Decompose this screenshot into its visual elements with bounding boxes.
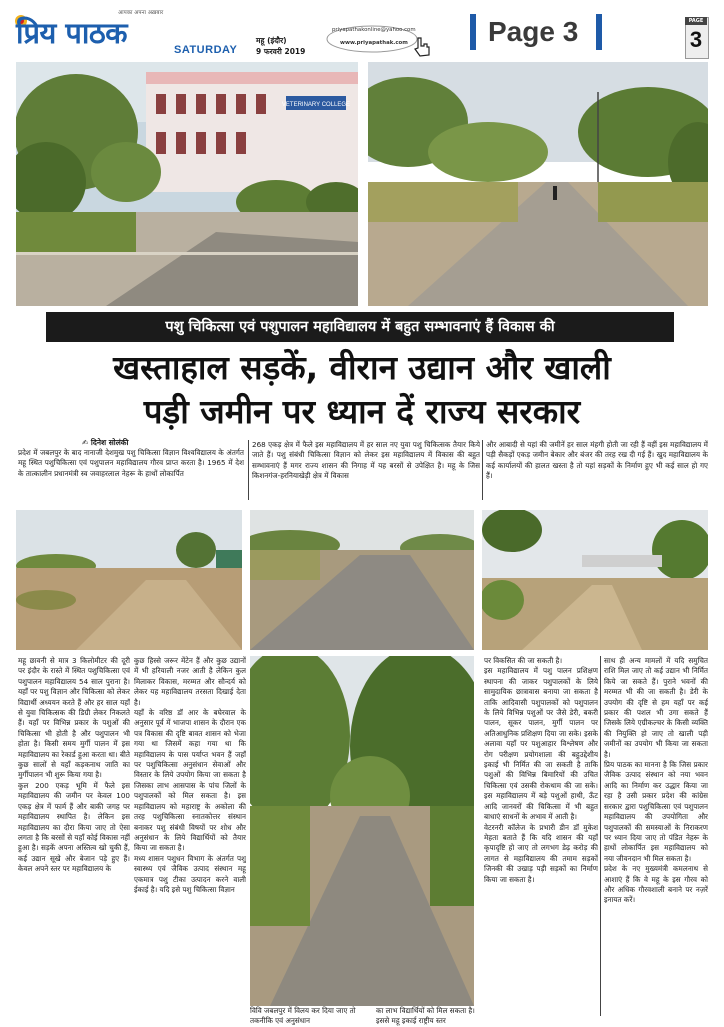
story-intro-col-1: प्रदेश में जबलपुर के बाद नानाजी देशमुख पशु चिकित्सा विज्ञान विश्वविद्यालय के अंतर्गत महू स्थित पशुचिकित्सा एवं पशुपालन महाविद्यालय गौरव प्राप्त करता है। 1965 में देश के तात्कालीन प्रधानमंत्री स्व जवाहरलाल नेहरू के हाथों लोकार्पित: [18, 448, 244, 478]
masthead-date: 9 फरवरी 2019: [256, 47, 306, 56]
masthead-place: महू (इंदौर): [256, 36, 287, 45]
pointer-hand-icon: [412, 36, 432, 58]
story-headline-line-1: खस्ताहाल सड़कें, वीरान उद्यान और खाली: [113, 348, 611, 387]
story-byline: ✍ दिनेश सोलंकी: [82, 438, 129, 447]
story-intro-col-2: 268 एकड़ क्षेत्र में फैले इस महाविद्यालय में हर साल नए युवा पशु चिकित्सक तैयार किये जाते हैं। पशु संबंधी चिकित्सा विज्ञान को लेकर इस महाविद्यालय में विकास की बहुत सम्भावनाएं हैं मगर राज्य शासन की निगाह में यह बरसों से उपेक्षित है। महू के जिस किशनगंज-हरनियाखेड़ी क्षेत्र में विकास: [252, 440, 480, 481]
college-sign-text: VETERINARY COLLEGE: [281, 102, 351, 108]
photo-dry-field: [482, 510, 708, 650]
photo-gravel-road: [250, 510, 474, 650]
masthead-title: प्रिय पाठक: [16, 16, 128, 50]
contact-website: www.priyapathak.com: [340, 40, 408, 46]
page-label-bracket-left-icon: [470, 14, 476, 50]
story-kicker: पशु चिकित्सा एवं पशुपालन महाविद्यालय में बहुत सम्भावनाएं हैं विकास की: [165, 319, 555, 335]
photo-barren-land: [16, 510, 242, 650]
story-body-col-1: महू छावनी से मात्र 3 किलोमीटर की दूरी पर इंदौर के रास्ते में स्थित पशुचिकित्सा एवं पशुपालन महाविद्यालय 54 साल पुराना है। यहाँ पर पशु विज्ञान और चिकित्सा को लेकर विद्यार्थी अध्ययन करते हैं और हर साल यहाँ से युवा चिकित्सक की डिग्री लेकर निकलते हैं। यहाँ पर विभिन्न प्रकार के पशुओं की चिकित्सा भी होती है और पशुपालन भी होता है। किसी समय मुर्गी पालन में इस महाविद्यालय का रेकार्ड हुआ करता था। बीते कुछ सालों से यहाँ कड़कनाथ जाति का मुर्गीपालन भी शुरू किया गया है। कुल 200 एकड़ भूमि में फैले इस महाविद्यालय की जमीन पर केवल 100 एकड़ क्षेत्र में फार्म हैं और बाकी जगह पर महाविद्यालय स्थापित है। लेकिन इस महाविद्यालय का दौरा किया जाए तो ऐसा लगता है कि बरसों से यहाँ कोई विकास नहीं हुआ है। सड़कें अपना अस्तित्व खो चुकी हैं, कई उद्यान सूखे और बेजान पड़े हुए हैं। केवल अपने स्तर पर महाविद्यालय के: [18, 656, 130, 874]
page-label: Page 3: [488, 16, 579, 47]
photo-caption-start: विवि जबलपुर में विलय कर दिया जाए तो तकनीकि एवं अनुसंधान: [250, 1006, 356, 1026]
column-rule: [482, 440, 483, 500]
story-intro-col-3: और आबादी से यहां की जमीनें हर साल मंहगी होती जा रही हैं वहीं इस महाविद्यालय में पड़ी सैकड़ों एकड़ जमीन बेकार और बंजर की तरह रख दी गई हैं। खुद महाविद्यालय के कई कार्यालयों की हालत खस्ता है तो यहां सड़कों के निर्माण हुए भी कई साल हो गए हैं।: [486, 440, 708, 481]
masthead-tagline: आपका अपना अख़बार: [118, 10, 164, 16]
page-number: 3: [689, 27, 703, 52]
story-body-col-3: पर विकसित की जा सकती है। इस महाविद्यालय में पशु पालन प्रशिक्षण स्थापना की जाकर पशुपालकों के लिये सामुदायिक छात्रावास बनाया जा सकता है ताकि आदिवासी पशुपालकों को पशुपालन के लिये विभिन्न पशुओं पर जैसे डेरी, बकरी पालन, सूकर पालन, मुर्गी पालन पर अतिआधुनिक प्रशिक्षण दिया जा सके। इसके अलावा यहाँ पर पशुआहार विश्लेषण और रोग परीक्षण प्रयोगशाला की बहुउद्देशीय इकाई भी निर्मित की जा सकती है ताकि पशुओं की विभिन्न बिमारियों की उचित चिकित्सा एवं उसकी रोकथाम की जा सके। इस महाविद्यालय में बड़े पशुओं हाथी, ऊँट आदि जानवरों की चिकित्सा में भी बहुत बाधाएं साधनों के अभाव में आती है। वेटरनरी कॉलेज के प्रभारी डीन डॉ मुकेश मेहता बताते हैं कि यदि शासन की यहाँ कृपादृष्टि हो जाए तो लगभग डेढ़ करोड़ की लागत से महाविद्यालय की तमाम सड़कों जिनकी की उखाड़ पड़ी सड़कों का निर्माण किया जा सकता है।: [484, 656, 598, 884]
column-rule: [248, 440, 249, 500]
contact-email: priyapathakonline@yahoo.com: [332, 27, 416, 33]
masthead-day: SATURDAY: [174, 44, 238, 56]
page-number-tag: PAGE: [685, 17, 707, 25]
story-headline-line-2: पड़ी जमीन पर ध्यान दें राज्य सरकार: [143, 392, 581, 431]
column-rule: [600, 656, 601, 1016]
story-body-col-2: कुछ हिस्से जरूर मेंटेन हैं और कुछ उद्यानों में भी हरियाली नजर आती है लेकिन कुल मिलाकर विकास, मरम्मत और सौन्दर्य को लेकर यह महाविद्यालय तरसता दिखाई देता है। यहाँ के वरिष्ठ डॉ आर के बघेरवाल के अनुसार पूर्व में भाजपा शासन के दौरान एक पत्र विकास की दृष्टि बावत शासन को भेजा गया था जिसमें कहा गया था कि महाविद्यालय के पास पर्याप्त भवन हैं जहाँ पर पशुचिकित्सा अनुसंधान सेवाओं और विस्तार के लिये उपयोग किया जा सकता है जिसका लाभ आसपास के पांच जिलों के पशुपालकों को मिल सकता है। इस महाविद्यालय को महाराष्ट्र के अकोला की तरह पशुचिकित्सा स्नातकोत्तर संस्थान बनाकर पशु संबंधी विषयों पर शोध और अनुसंधान के लिये विद्यार्थियों को तैयार किया जा सकता है। मध्य शासन पशुधन विभाग के अंतर्गत पशु स्वास्थ्य एवं जैविक उत्पाद संस्थान महू एकमात्र पशु टीका उत्पादन करने वाली ईकाई है। यदि इसे पशु चिकित्सा विज्ञान: [134, 656, 246, 894]
page-label-bracket-right-icon: [596, 14, 602, 50]
top-photo-dirt-road: [368, 62, 708, 306]
top-photo-college-building: [16, 62, 358, 306]
masthead: [0, 0, 724, 62]
photo-tree-lined-road: [250, 656, 474, 1006]
photo-caption-end: का लाभ विद्यार्थियों को मिल सकता है। इससे महू इकाई राष्ट्रीय स्तर: [376, 1006, 475, 1026]
story-body-col-4: साथ ही अन्य मामलों में यदि समुचित राशि मिल जाए तो कई उद्यान भी निर्मित किये जा सकते हैं। पुराने भवनों की मरम्मत भी की जा सकती है। डेरी के उपयोग की दृष्टि से हम यहाँ पर कई प्रकार की पशल भी उगा सकते हैं जिसके लिये एग्रीकल्चर के किसी व्यक्ति की नियुक्ति हो जाए तो खाली पड़ी जमीनों का उपयोग भी किया जा सकता है। प्रिय पाठक का मानना है कि जिस प्रकार जैविक उत्पाद संस्थान को नया भवन आदि का निर्माण कर उद्धार किया जा रहा है उसी प्रकार प्रदेश की कांग्रेस सरकार द्वारा पशुचिकित्सा एवं पशुपालन महाविद्यालय की उपयोगिता और पशुपालकों की समस्याओं के निराकरण पर ध्यान दिया जाए तो पंडित नेहरू के हाथों लोकार्पित इस महाविद्यालय को नया जीवनदान भी मिल सकता है। प्रदेश के नए मुख्यमंत्री कमलनाथ से आशाएं हैं कि वे महू के इस गौरव को और अधिक गौरवशाली बनाने पर नज़रें इनायत करें।: [604, 656, 708, 905]
